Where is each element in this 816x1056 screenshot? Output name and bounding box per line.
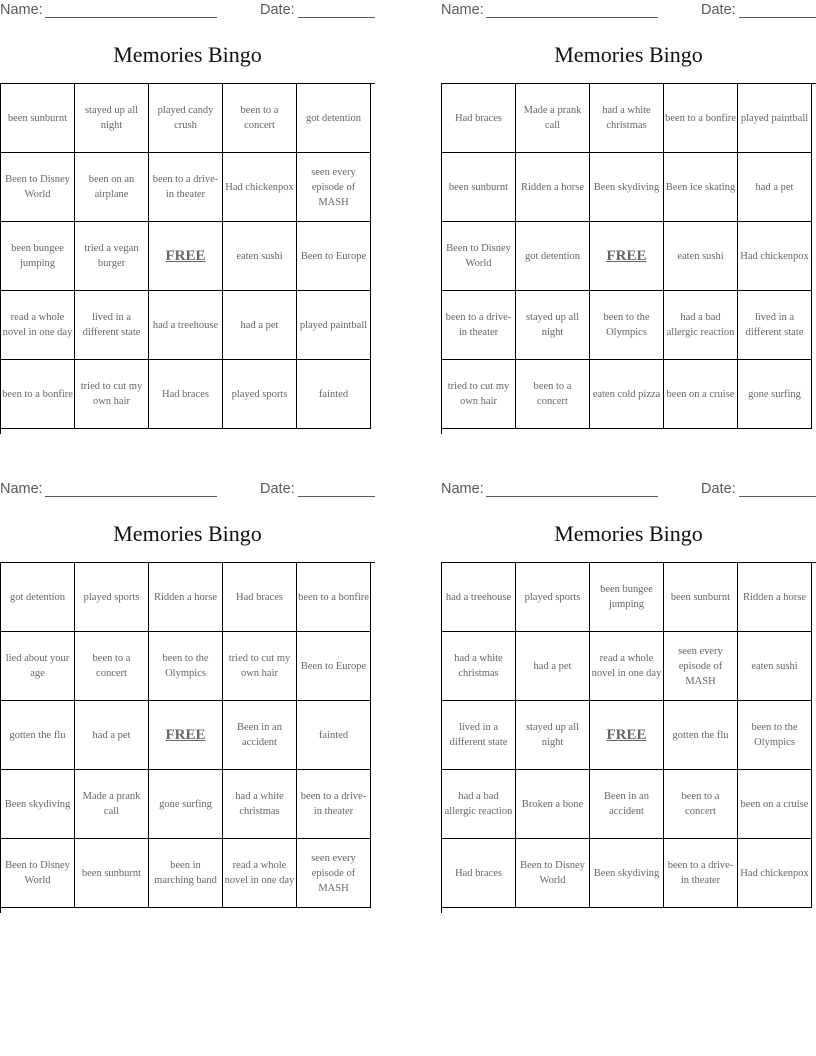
bingo-cell[interactable]: Had chickenpox (738, 222, 812, 291)
bingo-cell[interactable]: been on a cruise (664, 360, 738, 429)
bingo-cell[interactable]: eaten sushi (738, 632, 812, 701)
bingo-cell[interactable]: seen every episode of MASH (297, 839, 371, 908)
bingo-cell[interactable]: stayed up all night (516, 291, 590, 360)
bingo-card (0, 479, 375, 914)
bingo-cell[interactable]: Had braces (223, 563, 297, 632)
bingo-cell[interactable]: Been to Disney World (516, 839, 590, 908)
bingo-cell[interactable]: Been skydiving (1, 770, 75, 839)
bingo-cell[interactable]: Been in an accident (223, 701, 297, 770)
bingo-cell[interactable]: been sunburnt (664, 563, 738, 632)
free-space-cell[interactable]: FREE (149, 701, 223, 770)
date-label: Date: (701, 2, 736, 18)
bingo-cell[interactable]: lived in a different state (75, 291, 149, 360)
bingo-cell[interactable]: had a white christmas (223, 770, 297, 839)
bingo-cell[interactable]: stayed up all night (75, 84, 149, 153)
bingo-cell[interactable]: played candy crush (149, 84, 223, 153)
bingo-cell[interactable]: played paintball (297, 291, 371, 360)
bingo-cell[interactable]: been on an airplane (75, 153, 149, 222)
name-label: Name: (441, 2, 484, 18)
date-label: Date: (260, 2, 295, 18)
card-title: Memories Bingo (113, 521, 262, 546)
name-label: Name: (441, 481, 484, 497)
card-title: Memories Bingo (554, 521, 703, 546)
bingo-cell[interactable]: tried to cut my own hair (442, 360, 516, 429)
bingo-cell[interactable]: been to a drive-in theater (297, 770, 371, 839)
bingo-cell[interactable]: been in marching band (149, 839, 223, 908)
bingo-grid (441, 83, 816, 434)
bingo-cell[interactable]: had a pet (223, 291, 297, 360)
bingo-cell[interactable]: got detention (1, 563, 75, 632)
bingo-cell[interactable]: Made a prank call (75, 770, 149, 839)
bingo-cell[interactable]: Ridden a horse (738, 563, 812, 632)
date-label: Date: (260, 481, 295, 497)
bingo-cell[interactable]: tried a vegan burger (75, 222, 149, 291)
bingo-cell[interactable]: been sunburnt (442, 153, 516, 222)
bingo-grid (0, 562, 375, 913)
bingo-cell[interactable]: Made a prank call (516, 84, 590, 153)
bingo-cell[interactable]: Ridden a horse (516, 153, 590, 222)
bingo-cell[interactable]: eaten cold pizza (590, 360, 664, 429)
bingo-cell[interactable]: played sports (223, 360, 297, 429)
bingo-cell[interactable]: tried to cut my own hair (75, 360, 149, 429)
bingo-cell[interactable]: got detention (516, 222, 590, 291)
bingo-cell[interactable]: had a treehouse (149, 291, 223, 360)
date-label: Date: (701, 481, 736, 497)
bingo-cell[interactable]: been to a concert (516, 360, 590, 429)
bingo-cell[interactable]: fainted (297, 360, 371, 429)
bingo-cell[interactable]: read a whole novel in one day (1, 291, 75, 360)
bingo-cell[interactable]: Ridden a horse (149, 563, 223, 632)
bingo-cell[interactable]: eaten sushi (664, 222, 738, 291)
name-field[interactable] (45, 17, 217, 18)
bingo-cell[interactable]: Been to Europe (297, 632, 371, 701)
bingo-cell[interactable]: Had chickenpox (223, 153, 297, 222)
name-label: Name: (0, 2, 43, 18)
bingo-grid (0, 83, 375, 434)
bingo-cell[interactable]: gotten the flu (664, 701, 738, 770)
bingo-cell[interactable]: been to a drive-in theater (149, 153, 223, 222)
date-field[interactable] (739, 17, 816, 18)
bingo-cell[interactable]: played paintball (738, 84, 812, 153)
bingo-cell[interactable]: had a treehouse (442, 563, 516, 632)
bingo-cell[interactable]: been to a concert (75, 632, 149, 701)
bingo-cell[interactable]: Had braces (149, 360, 223, 429)
bingo-cell[interactable]: Been ice skating (664, 153, 738, 222)
name-field[interactable] (486, 17, 658, 18)
free-space-cell[interactable]: FREE (590, 222, 664, 291)
bingo-cell[interactable]: had a white christmas (590, 84, 664, 153)
bingo-cell[interactable]: been to a drive-in theater (442, 291, 516, 360)
date-field[interactable] (739, 496, 816, 497)
bingo-cell[interactable]: lived in a different state (738, 291, 812, 360)
bingo-cell[interactable]: Had braces (442, 84, 516, 153)
card-header (441, 481, 816, 499)
bingo-cell[interactable]: Been to Disney World (442, 222, 516, 291)
bingo-cell[interactable]: lived in a different state (442, 701, 516, 770)
bingo-card (0, 0, 375, 435)
card-title: Memories Bingo (113, 42, 262, 67)
bingo-cell[interactable]: had a white christmas (442, 632, 516, 701)
bingo-cell[interactable]: Been to Disney World (1, 153, 75, 222)
bingo-cell[interactable]: read a whole novel in one day (223, 839, 297, 908)
bingo-cell[interactable]: Had braces (442, 839, 516, 908)
bingo-cell[interactable]: Been to Disney World (1, 839, 75, 908)
bingo-card (441, 479, 816, 914)
name-field[interactable] (486, 496, 658, 497)
bingo-cell[interactable]: got detention (297, 84, 371, 153)
bingo-cell[interactable]: stayed up all night (516, 701, 590, 770)
card-header (0, 481, 375, 499)
bingo-cell[interactable]: played sports (75, 563, 149, 632)
bingo-cell[interactable]: been to a bonfire (297, 563, 371, 632)
bingo-cell[interactable]: played sports (516, 563, 590, 632)
bingo-cell[interactable]: been sunburnt (75, 839, 149, 908)
bingo-cell[interactable]: been bungee jumping (590, 563, 664, 632)
card-header (441, 2, 816, 20)
bingo-cell[interactable]: gotten the flu (1, 701, 75, 770)
bingo-cell[interactable]: had a bad allergic reaction (664, 291, 738, 360)
bingo-cell[interactable]: had a pet (738, 153, 812, 222)
bingo-cell[interactable]: seen every episode of MASH (297, 153, 371, 222)
bingo-cell[interactable]: Been to Europe (297, 222, 371, 291)
bingo-cell[interactable]: Been in an accident (590, 770, 664, 839)
card-title: Memories Bingo (554, 42, 703, 67)
bingo-cell[interactable]: gone surfing (149, 770, 223, 839)
bingo-cell[interactable]: been to the Olympics (149, 632, 223, 701)
bingo-cell[interactable]: fainted (297, 701, 371, 770)
bingo-cell[interactable]: Been skydiving (590, 839, 664, 908)
bingo-cell[interactable]: been to a concert (664, 770, 738, 839)
name-label: Name: (0, 481, 43, 497)
bingo-cell[interactable]: been on a cruise (738, 770, 812, 839)
date-field[interactable] (298, 17, 375, 18)
bingo-cell[interactable]: read a whole novel in one day (590, 632, 664, 701)
free-space-cell[interactable]: FREE (590, 701, 664, 770)
bingo-grid (441, 562, 816, 913)
date-field[interactable] (298, 496, 375, 497)
bingo-cell[interactable]: been to a bonfire (1, 360, 75, 429)
bingo-cell[interactable]: lied about your age (1, 632, 75, 701)
card-header (0, 2, 375, 20)
bingo-cell[interactable]: seen every episode of MASH (664, 632, 738, 701)
bingo-cell[interactable]: been to a bonfire (664, 84, 738, 153)
bingo-cell[interactable]: Had chickenpox (738, 839, 812, 908)
bingo-cell[interactable]: been to the Olympics (590, 291, 664, 360)
bingo-cell[interactable]: had a pet (75, 701, 149, 770)
name-field[interactable] (45, 496, 217, 497)
bingo-card (441, 0, 816, 435)
bingo-cell[interactable]: been to a concert (223, 84, 297, 153)
bingo-cell[interactable]: had a pet (516, 632, 590, 701)
bingo-cell[interactable]: Been skydiving (590, 153, 664, 222)
bingo-cell[interactable]: been sunburnt (1, 84, 75, 153)
bingo-cell[interactable]: eaten sushi (223, 222, 297, 291)
bingo-cell[interactable]: had a bad allergic reaction (442, 770, 516, 839)
bingo-cell[interactable]: Broken a bone (516, 770, 590, 839)
bingo-cell[interactable]: been to the Olympics (738, 701, 812, 770)
bingo-cell[interactable]: tried to cut my own hair (223, 632, 297, 701)
bingo-cell[interactable]: been to a drive-in theater (664, 839, 738, 908)
free-space-cell[interactable]: FREE (149, 222, 223, 291)
bingo-cell[interactable]: gone surfing (738, 360, 812, 429)
bingo-cell[interactable]: been bungee jumping (1, 222, 75, 291)
